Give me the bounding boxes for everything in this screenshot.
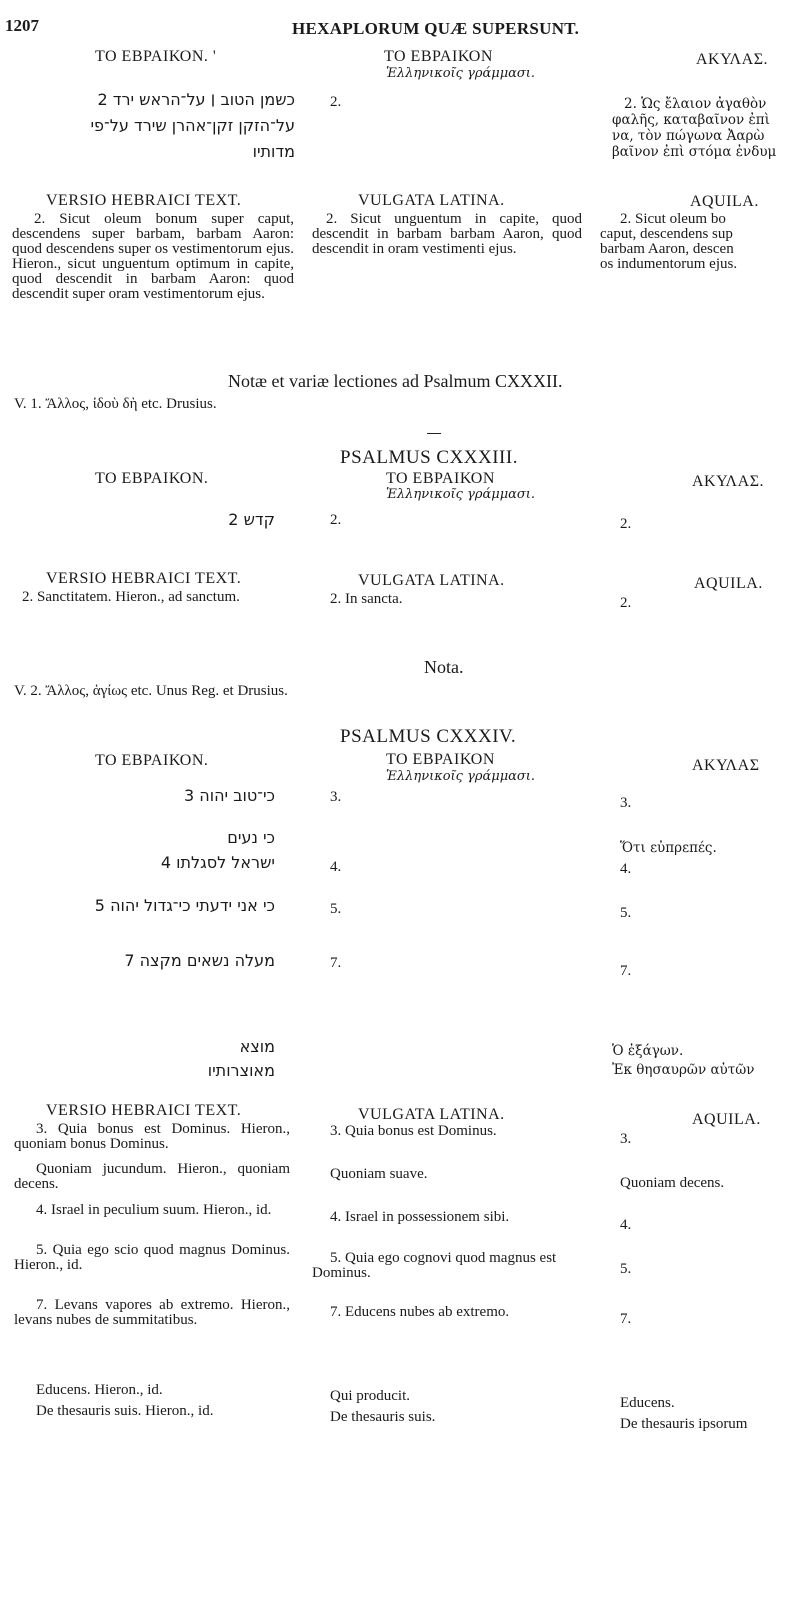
aquila-greek-line: 7. [620, 963, 632, 979]
aquila-latin-line: barbam Aaron, descen [600, 241, 734, 257]
col-head-versio: VERSIO HEBRAICI TEXT. [46, 1102, 242, 1119]
aquila-latin-line: Educens. [620, 1395, 675, 1411]
aquila-greek-line: 2. [620, 516, 632, 532]
vulgata-text: 2. Sicut unguentum in capite, quod descendit in barbam barbam Aaron, quod descendit in oram vestimenti ejus. [312, 211, 582, 257]
col-head-aquila-latin: AQUILA. [694, 575, 763, 592]
vulgata-text: 2. In sancta. [330, 591, 403, 607]
versio-text: 7. Levans vapores ab extremo. Hieron., levans nubes de summitatibus. [14, 1297, 290, 1328]
translit-verse-number: 2. [330, 512, 342, 528]
note-line: V. 2. Ἄλλος, ἁγίως etc. Unus Reg. et Drusius. [14, 683, 288, 699]
translit-verse-number: 5. [330, 901, 342, 917]
aquila-latin-line: 4. [620, 1217, 632, 1233]
versio-text: Educens. Hieron., id. [36, 1382, 163, 1398]
aquila-latin-line: 5. [620, 1261, 632, 1277]
hebrew-line: כי אני ידעתי כי־גדול יהוה 5 [94, 896, 275, 915]
aquila-greek-line: Ὅτι εὐπρεπές. [620, 840, 717, 856]
aquila-latin-line: caput, descendens sup [600, 226, 733, 242]
aquila-latin-line: 2. Sicut oleum bo [620, 211, 726, 227]
aquila-latin-line: 7. [620, 1311, 632, 1327]
versio-text: De thesauris suis. Hieron., id. [36, 1403, 214, 1419]
aquila-greek-line: 5. [620, 905, 632, 921]
hebrew-line: כשמן הטוב ׀ על־הראש ירד 2 [97, 90, 295, 109]
col-head-vulgata: VULGATA LATINA. [358, 572, 505, 589]
aquila-greek-line: 4. [620, 861, 632, 877]
notes-title: Notæ et variæ lectiones ad Psalmum CXXXII. [228, 371, 563, 391]
col-head-aquila-latin: AQUILA. [692, 1111, 761, 1128]
nota-title: Nota. [424, 657, 464, 677]
aquila-greek-line: Ἐκ θησαυρῶν αὐτῶν [612, 1062, 755, 1078]
vulgata-text: De thesauris suis. [330, 1409, 436, 1425]
aquila-greek-line: βαῖνον ἐπὶ στόμα ἐνδυμ [612, 144, 777, 160]
col-head-greek-letters-sub: Ἑλληνικοῖς γράμμασι. [386, 66, 536, 81]
psalm-title: PSALMUS CXXXIII. [340, 447, 518, 468]
col-head-hebrew: ΤΟ ΕΒΡΑΙΚΟΝ. [95, 752, 209, 769]
versio-text: 5. Quia ego scio quod magnus Dominus. Hieron., id. [14, 1242, 290, 1273]
aquila-latin-line: 3. [620, 1131, 632, 1147]
vulgata-text: 4. Israel in possessionem sibi. [330, 1209, 510, 1225]
versio-text: 2. Sanctitatem. Hieron., ad sanctum. [22, 589, 240, 605]
versio-text: Quoniam jucundum. Hieron., quoniam decens. [14, 1161, 290, 1192]
translit-verse-number: 3. [330, 789, 342, 805]
vulgata-text: 3. Quia bonus est Dominus. [330, 1123, 497, 1139]
aquila-latin-line: os indumentorum ejus. [600, 256, 738, 272]
col-head-hebrew: ΤΟ ΕΒΡΑΙΚΟΝ. ' [95, 48, 217, 65]
col-head-greek-letters: ΤΟ ΕΒΡΑΙΚΟΝ [386, 470, 495, 487]
aquila-greek-line: 3. [620, 795, 632, 811]
aquila-greek-line: να, τὸν πώγωνα Ἀαρὼ [612, 128, 765, 144]
aquila-latin-line: Quoniam decens. [620, 1175, 725, 1191]
hebrew-line: על־הזקן זקן־אהרן שירד על־פי [90, 116, 295, 135]
col-head-vulgata: VULGATA LATINA. [358, 1106, 505, 1123]
vulgata-text: Qui producit. [330, 1388, 410, 1404]
versio-text: 2. Sicut oleum bonum super caput, descendens super barbam, barbam Aaron: quod descendens super os vestimentorum ejus. Hieron., sicut unguentum optimum in capite, quod descendit in barbam Aaron: quod descendit super oram vestimentorum ejus. [12, 211, 294, 302]
translit-verse-number: 4. [330, 859, 342, 875]
psalm-title: PSALMUS CXXXIV. [340, 726, 517, 747]
aquila-greek-line: Ὁ ἐξάγων. [612, 1043, 684, 1059]
aquila-latin-line: De thesauris ipsorum [620, 1416, 748, 1432]
aquila-latin-line: 2. [620, 595, 632, 611]
col-head-greek-letters-sub: Ἑλληνικοῖς γράμμασι. [386, 487, 536, 502]
vulgata-text: Quoniam suave. [330, 1166, 428, 1182]
hebrew-line: כי נעים [227, 828, 275, 847]
col-head-greek-letters-sub: Ἑλληνικοῖς γράμμασι. [386, 769, 536, 784]
col-head-aquila-greek: ΑΚΥΛΑΣ [692, 757, 760, 774]
versio-text: 3. Quia bonus est Dominus. Hieron., quoniam bonus Dominus. [14, 1121, 290, 1152]
aquila-greek-line: 2. Ὡς ἔλαιον ἀγαθὸν [624, 96, 767, 112]
col-head-versio: VERSIO HEBRAICI TEXT. [46, 192, 242, 209]
note-line: V. 1. Ἄλλος, ἰδοὺ δὴ etc. Drusius. [14, 396, 217, 412]
vulgata-text: 5. Quia ego cognovi quod magnus est Dominus. [312, 1250, 557, 1281]
section-divider [427, 433, 441, 434]
vulgata-text: 7. Educens nubes ab extremo. [330, 1304, 510, 1320]
hebrew-line: ישראל לסגלתו 4 [160, 853, 275, 872]
hebrew-line: מאוצרותיו [207, 1061, 275, 1080]
col-head-hebrew: ΤΟ ΕΒΡΑΙΚΟΝ. [95, 470, 209, 487]
translit-verse-number: 2. [330, 94, 342, 110]
col-head-vulgata: VULGATA LATINA. [358, 192, 505, 209]
versio-text: 4. Israel in peculium suum. Hieron., id. [36, 1202, 272, 1218]
col-head-aquila-greek: ΑΚΥΛΑΣ. [692, 473, 765, 490]
hebrew-line: כי־טוב יהוה 3 [184, 786, 275, 805]
page-number: 1207 [5, 16, 39, 35]
translit-verse-number: 7. [330, 955, 342, 971]
col-head-versio: VERSIO HEBRAICI TEXT. [46, 570, 242, 587]
running-title: HEXAPLORUM QUÆ SUPERSUNT. [292, 19, 580, 38]
col-head-aquila-greek: ΑΚΥΛΑΣ. [696, 51, 769, 68]
aquila-greek-line: φαλῆς, καταβαῖνον ἐπὶ [612, 112, 770, 128]
hebrew-line: קדש 2 [228, 510, 275, 529]
hebrew-line: מעלה נשאים מקצה 7 [124, 951, 275, 970]
hebrew-line: מדותיו [252, 142, 295, 161]
hebrew-line: מוצא [239, 1037, 275, 1056]
col-head-aquila-latin: AQUILA. [690, 193, 759, 210]
col-head-greek-letters: ΤΟ ΕΒΡΑΙΚΟΝ [386, 751, 495, 768]
col-head-greek-letters: ΤΟ ΕΒΡΑΙΚΟΝ [384, 48, 493, 65]
